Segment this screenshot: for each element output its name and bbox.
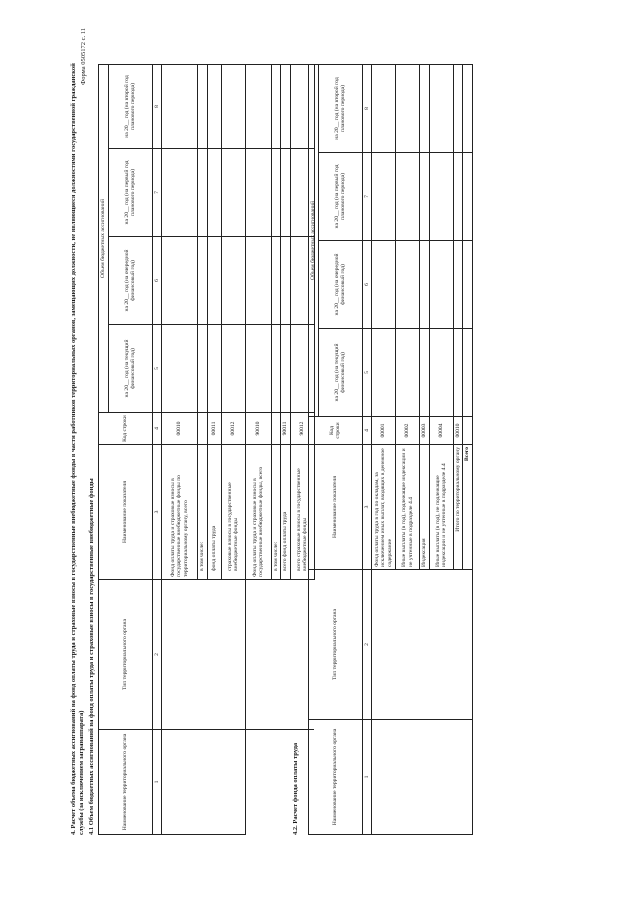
t1-h-y2: на 20__ год (на очередной финансовый год) — [108, 237, 152, 325]
t2-cell — [396, 329, 420, 417]
t2-cell — [396, 241, 420, 329]
t1-cell — [207, 149, 221, 237]
t2-h-y1: на 20__ год (на текущий финансовый год) — [318, 329, 362, 417]
t2-row-label: Итого по территориальному органу — [453, 445, 463, 570]
t2-row-label: Фонд оплаты труда в год по окладам, за исключением иных выплат, входящих в денежное содержание — [372, 445, 396, 570]
t2-cell — [463, 241, 473, 329]
t2-h-type-org: Тип территориального органа — [309, 570, 363, 720]
t2-num: 1 — [362, 720, 372, 835]
t1-cell — [198, 413, 208, 445]
t2-cell — [420, 329, 430, 417]
t2-cell — [396, 65, 420, 153]
t1-cell — [271, 237, 281, 325]
t1-h-y3: на 20__ год (на первый год планового периода) — [108, 149, 152, 237]
t2-row-label: Индексация — [420, 445, 430, 570]
t2-cell — [429, 153, 453, 241]
t1-row-label: фонд оплаты труда — [207, 445, 221, 580]
t2-cell — [420, 241, 430, 329]
t1-row-label: в том числе: — [271, 445, 281, 580]
t2-cell — [372, 329, 396, 417]
t1-row-code: 00012 — [221, 413, 245, 445]
t1-cell — [198, 325, 208, 413]
t2-num: 6 — [362, 241, 372, 329]
t1-h-type-org: Тип территориального органа — [99, 580, 153, 730]
t2-cell — [453, 153, 463, 241]
t2-row-code: 00004 — [429, 417, 453, 445]
t2-h-volume: Объем бюджетных ассигнований — [309, 65, 319, 417]
t1-cell — [281, 325, 291, 413]
t1-num: 2 — [152, 580, 162, 730]
t2-h-name-org: Наименование территориального органа — [309, 720, 363, 835]
t2-h-indicator: Наименование показателя — [309, 445, 363, 570]
t1-cell — [207, 237, 221, 325]
t1-cell — [245, 149, 271, 237]
t2-cell — [429, 329, 453, 417]
t1-cell — [198, 237, 208, 325]
t1-cell — [207, 65, 221, 149]
t1-h-name-org: Наименование территориального органа — [99, 730, 153, 835]
t2-row-label: Иные выплаты (в год), не подлежащие индексации и не учтенные в подразделе 4.4 — [429, 445, 453, 570]
t1-cell — [245, 65, 271, 149]
t2-cell — [453, 65, 463, 153]
t2-row-code: 00002 — [396, 417, 420, 445]
t1-row-code: 00011 — [207, 413, 221, 445]
t1-h-code: Код строки — [99, 413, 153, 445]
t2-cell — [396, 153, 420, 241]
t1-row-code: 90012 — [290, 413, 314, 445]
t2-cell — [420, 65, 430, 153]
section-4-2-title: 4.2. Расчет фонда оплаты труда — [292, 742, 299, 835]
t1-row-label: всего страховые взносы в государственные внебюджетные фонды — [290, 445, 314, 580]
t1-cell — [162, 65, 198, 149]
t1-cell — [162, 325, 198, 413]
t2-row-code: 00001 — [372, 417, 396, 445]
t2-cell — [429, 241, 453, 329]
t1-cell — [221, 237, 245, 325]
t2-cell — [420, 153, 430, 241]
section-4-heading — [70, 55, 86, 835]
t1-row-label: в том числе: — [198, 445, 208, 580]
t1-row-label: всего фонд оплаты труда — [281, 445, 291, 580]
t1-cell — [245, 237, 271, 325]
t1-row-label: Фонд оплаты труда и страховые взносы в государственные внебюджетные фонды, всего — [245, 445, 271, 580]
t2-cell — [372, 65, 396, 153]
t1-num: 5 — [152, 325, 162, 413]
t1-h-indicator: Наименование показателя — [99, 445, 153, 580]
t2-row-code: 00003 — [420, 417, 430, 445]
t2-cell — [463, 417, 473, 445]
t1-cell — [245, 730, 314, 835]
t1-num: 8 — [152, 65, 162, 149]
section-4-title: 4. Расчет объема бюджетных ассигнований на фонд оплаты труда и страховые взносы в государственные внебюджетные фонды в части работников территориальных органов, замещающих должности, не являющиеся должностями государственной гражданской службы (за исключением загранаппарата) — [70, 63, 85, 835]
t2-h-y3: на 20__ год (на первый год планового периода) — [318, 153, 362, 241]
t1-row-code: 90011 — [281, 413, 291, 445]
t2-num: 8 — [362, 65, 372, 153]
t1-num: 7 — [152, 149, 162, 237]
t1-cell — [162, 580, 246, 730]
t2-cell — [453, 329, 463, 417]
form-number: Форма 0505172 с. 11 — [80, 28, 87, 85]
t1-cell — [162, 237, 198, 325]
t1-cell — [281, 65, 291, 149]
t1-cell — [271, 325, 281, 413]
t2-cell — [429, 65, 453, 153]
t1-row-code: 00010 — [162, 413, 198, 445]
t2-cell — [372, 153, 396, 241]
t1-cell — [221, 325, 245, 413]
t1-cell — [245, 580, 314, 730]
t1-cell — [207, 325, 221, 413]
t1-cell — [198, 149, 208, 237]
t1-cell — [271, 149, 281, 237]
t1-cell — [221, 65, 245, 149]
t1-cell — [281, 237, 291, 325]
t2-cell — [463, 65, 473, 153]
t2-num: 4 — [362, 417, 372, 445]
t1-cell — [245, 325, 271, 413]
t1-cell — [271, 413, 281, 445]
t1-row-label: Фонд оплаты труда и страховые взносы в государственные внебюджетные фонды по территориальному органу, всего — [162, 445, 198, 580]
t2-total-label: Всего — [463, 445, 473, 570]
t2-h-y4: на 20__ год (на второй год планового периода) — [318, 65, 362, 153]
t1-h-y1: на 20__ год (на текущий финансовый год) — [108, 325, 152, 413]
t1-num: 6 — [152, 237, 162, 325]
t1-row-code: 90010 — [245, 413, 271, 445]
t2-num: 7 — [362, 153, 372, 241]
t2-row-code: 00010 — [453, 417, 463, 445]
table-4-1 — [98, 64, 315, 835]
t1-cell — [198, 65, 208, 149]
t2-num: 5 — [362, 329, 372, 417]
t2-num: 3 — [362, 445, 372, 570]
t1-cell — [271, 65, 281, 149]
t2-h-code: Код строки — [309, 417, 363, 445]
table-4-2 — [308, 64, 473, 835]
t2-cell — [453, 241, 463, 329]
t1-h-volume: Объем бюджетных ассигнований — [99, 65, 109, 413]
t2-h-y2: на 20__ год (на очередной финансовый год) — [318, 241, 362, 329]
t1-row-label: страховые взносы в государственные внебюджетные фонды — [221, 445, 245, 580]
t2-cell — [463, 329, 473, 417]
t1-cell — [162, 730, 246, 835]
t2-cell — [372, 570, 473, 720]
section-4-1-title: 4.1 Объем бюджетных ассигнований на фонд оплаты труда и страховые взносы в государственные внебюджетные фонды — [88, 478, 95, 835]
t1-cell — [281, 149, 291, 237]
t1-num: 4 — [152, 413, 162, 445]
t2-cell — [372, 241, 396, 329]
t1-num: 1 — [152, 730, 162, 835]
t1-h-y4: на 20__ год (на второй год планового периода) — [108, 65, 152, 149]
t2-row-label: Иные выплаты (в год), подлежащие индексации и не учтенные в подразделе 4.4 — [396, 445, 420, 570]
t2-cell — [372, 720, 473, 835]
t1-cell — [162, 149, 198, 237]
t1-cell — [221, 149, 245, 237]
t1-num: 3 — [152, 445, 162, 580]
t2-num: 2 — [362, 570, 372, 720]
t2-cell — [463, 153, 473, 241]
